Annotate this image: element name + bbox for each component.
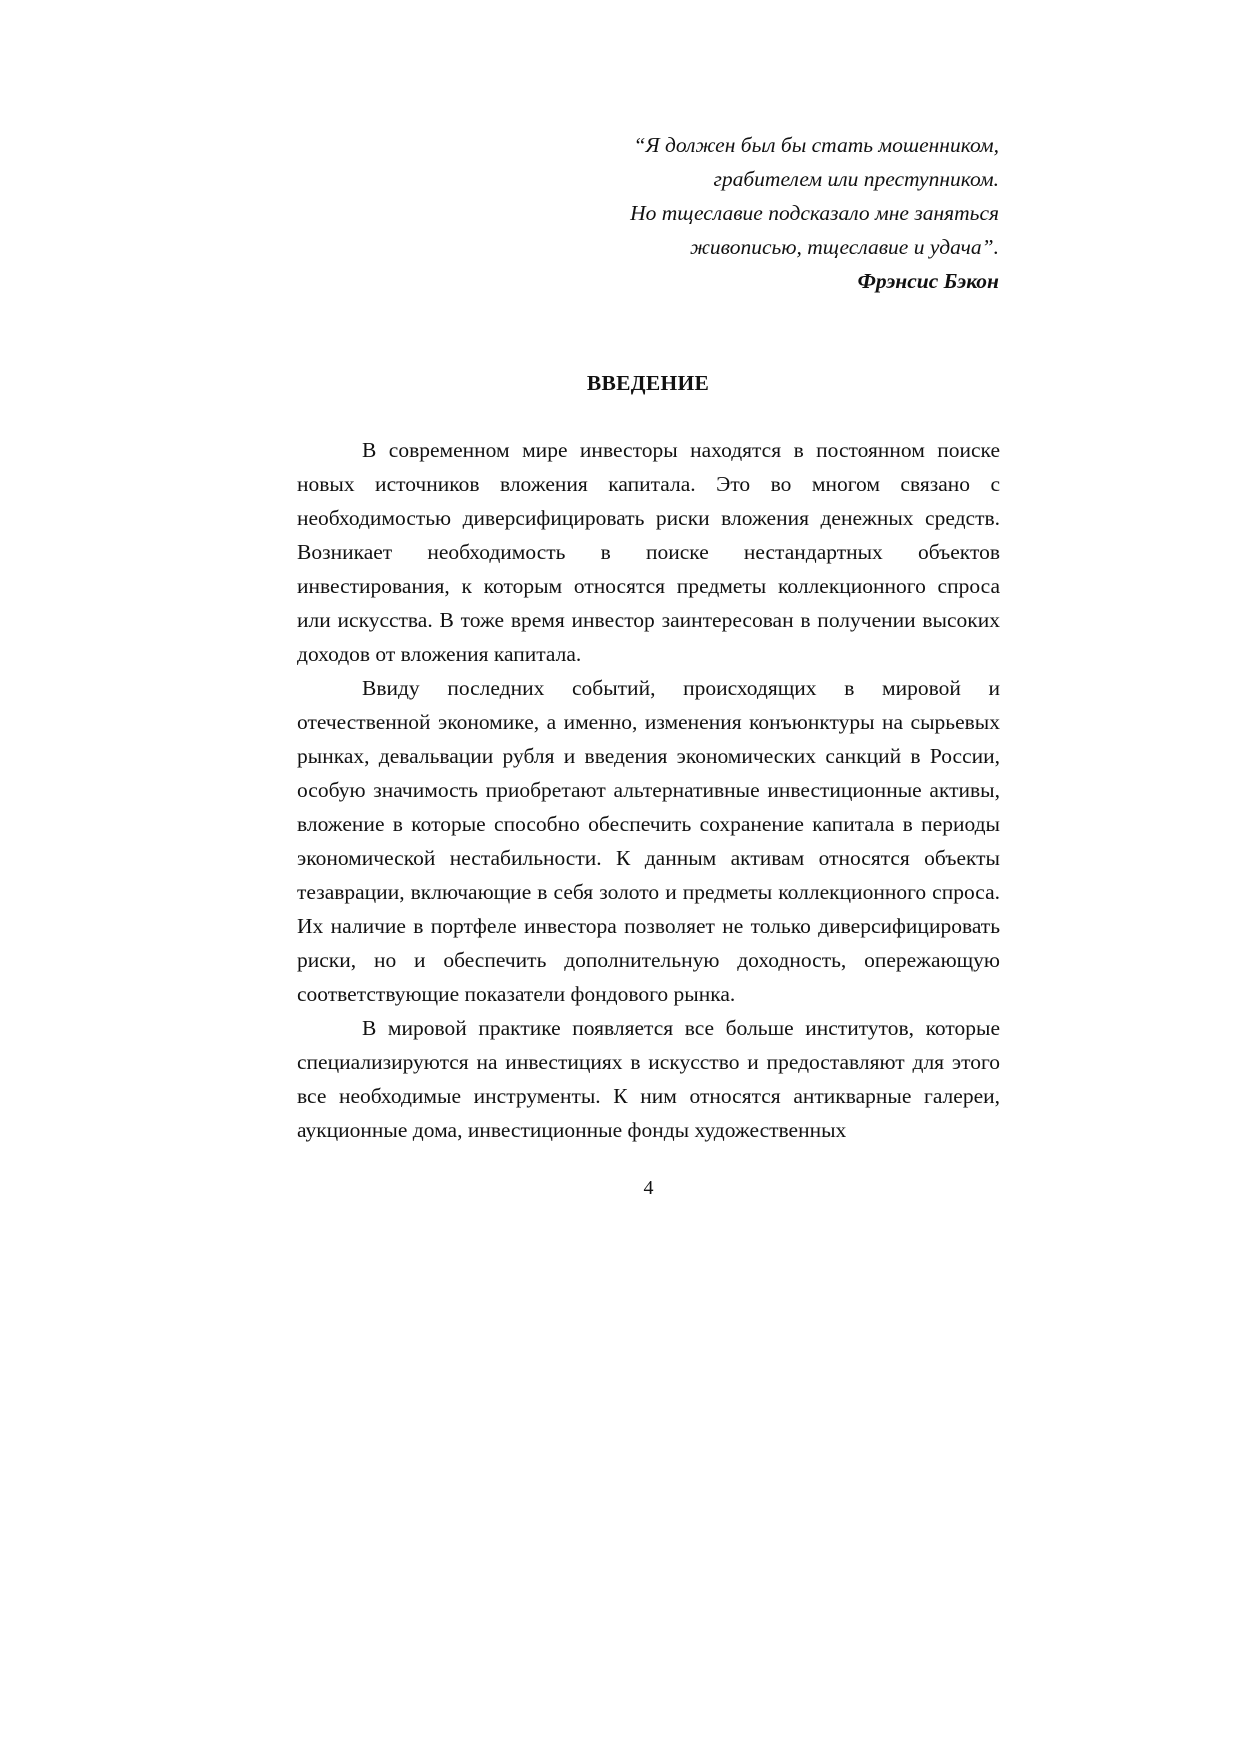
body-text: [297, 433, 1000, 1147]
paragraph: В современном мире инвесторы находятся в постоянном поиске новых источников вложения капитала. Это во многом связано с необходимостью диверсифицировать риски вложения денежных средств. Возникает необходимость в поиске нестандартных объектов инвестирования, к которым относятся предметы коллекционного спроса или искусства. В тоже время инвестор заинтересован в получении высоких доходов от вложения капитала.: [297, 438, 1000, 666]
epigraph-line: “Я должен был бы стать мошенником,: [633, 133, 999, 157]
section-heading: ВВЕДЕНИЕ: [586, 371, 710, 395]
paragraph: В мировой практике появляется все больше институтов, которые специализируются на инвестициях в искусство и предоставляют для этого все необходимые инструменты. К ним относятся антикварные галереи, аукционные дома, инвестиционные фонды художественных: [297, 1016, 1000, 1142]
epigraph-line: Но тщеславие подсказало мне заняться: [630, 201, 999, 225]
epigraph-line: грабителем или преступником.: [713, 167, 999, 191]
epigraph: [439, 128, 999, 298]
epigraph-author: Фрэнсис Бэкон: [857, 269, 999, 293]
epigraph-line: живописью, тщеславие и удача”.: [689, 235, 999, 259]
page-number: 4: [643, 1177, 654, 1199]
paragraph: Ввиду последних событий, происходящих в мировой и отечественной экономике, а именно, изменения конъюнктуры на сырьевых рынках, девальвации рубля и введения экономических санкций в России, особую значимость приобретают альтернативные инвестиционные активы, вложение в которые способно обеспечить сохранение капитала в периоды экономической нестабильности. К данным активам относятся объекты тезаврации, включающие в себя золото и предметы коллекционного спроса. Их наличие в портфеле инвестора позволяет не только диверсифицировать риски, но и обеспечить дополнительную доходность, опережающую соответствующие показатели фондового рынка.: [297, 676, 1000, 1006]
